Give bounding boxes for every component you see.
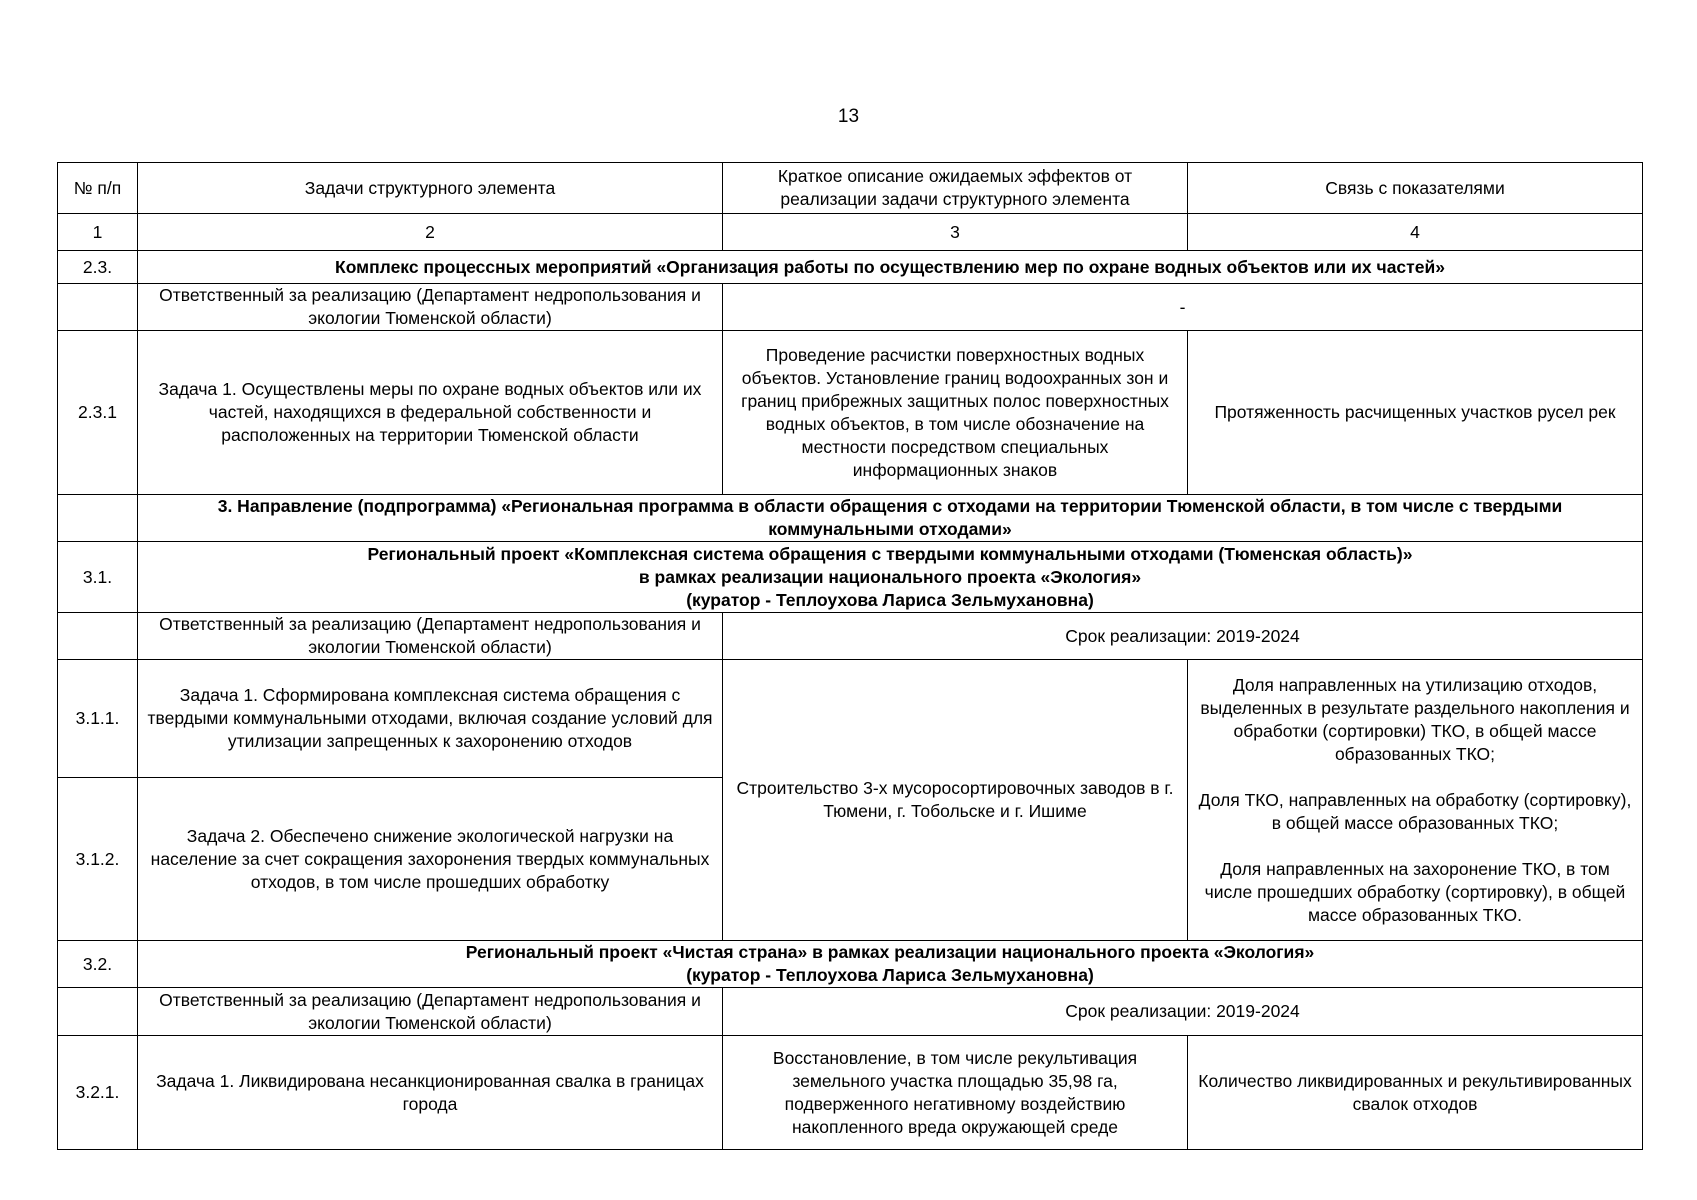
row-number: 3.1.2. [58,778,138,941]
column-number-3: 3 [723,214,1188,251]
responsible-cell: Ответственный за реализацию (Департамент недропользования и экологии Тюменской области) [138,284,723,331]
project-title-line: Региональный проект «Чистая страна» в рамках реализации национального проекта «Экология» [465,942,1315,962]
task-cell: Задача 2. Обеспечено снижение экологической нагрузки на население за счет сокращения захоронения твердых коммунальных отходов, в том числе прошедших обработку [138,778,723,941]
row-number-empty [58,988,138,1036]
table-header-row [58,163,1643,214]
project-title-line: Региональный проект «Комплексная система обращения с твердыми коммунальными отходами (Тюменская область)» [367,543,1413,564]
table-row [58,660,1643,778]
table-row [58,988,1643,1036]
table-row [58,495,1643,542]
table-row [58,251,1643,284]
indicator-cell [1188,660,1643,941]
row-number-empty [58,284,138,331]
column-numbers-row [58,214,1643,251]
table-row [58,331,1643,495]
row-number-empty [58,495,138,542]
structural-elements-table [57,162,1643,1150]
row-number: 2.3.1 [58,331,138,495]
header-tasks: Задачи структурного элемента [138,163,723,214]
implementation-period: Срок реализации: 2019-2024 [723,613,1643,660]
responsible-value: - [723,284,1643,331]
project-curator: (куратор - Теплоухова Лариса Зельмухановна) [686,965,1094,985]
table-row [58,1036,1643,1150]
indicator-item: Доля ТКО, направленных на обработку (сортировку), в общей массе образованных ТКО; [1198,789,1632,833]
task-cell: Задача 1. Сформирована комплексная система обращения с твердыми коммунальными отходами, включая создание условий для утилизации запрещенных к захоронению отходов [138,660,723,778]
table-row [58,284,1643,331]
responsible-cell: Ответственный за реализацию (Департамент недропользования и экологии Тюменской области) [138,988,723,1036]
page-number: 13 [837,106,860,127]
project-title [138,542,1643,613]
indicator-item: Доля направленных на утилизацию отходов, выделенных в результате раздельного накопления и обработки (сортировки) ТКО, в общей массе образованных ТКО; [1200,674,1630,764]
header-indicators: Связь с показателями [1188,163,1643,214]
row-number: 3.1.1. [58,660,138,778]
section-title: Комплекс процессных мероприятий «Организация работы по осуществлению мер по охране водных объектов или их частей» [138,251,1643,284]
project-title-line: в рамках реализации национального проекта «Экология» [638,566,1142,587]
header-number: № п/п [58,163,138,214]
table-row [58,542,1643,613]
task-cell: Задача 1. Осуществлены меры по охране водных объектов или их частей, находящихся в федеральной собственности и расположенных на территории Тюменской области [138,331,723,495]
indicator-cell: Количество ликвидированных и рекультивированных свалок отходов [1188,1036,1643,1150]
effect-cell: Строительство 3-х мусоросортировочных заводов в г. Тюмени, г. Тобольске и г. Ишиме [723,660,1188,941]
project-title [138,941,1643,988]
responsible-cell: Ответственный за реализацию (Департамент недропользования и экологии Тюменской области) [138,613,723,660]
implementation-period: Срок реализации: 2019-2024 [723,988,1643,1036]
task-cell: Задача 1. Ликвидирована несанкционированная свалка в границах города [138,1036,723,1150]
effect-cell: Проведение расчистки поверхностных водных объектов. Установление границ водоохранных зон и границ прибрежных защитных полос поверхностных водных объектов, в том числе обозначение на местности посредством специальных информационных знаков [723,331,1188,495]
table-row [58,613,1643,660]
row-number: 3.2.1. [58,1036,138,1150]
row-number-empty [58,613,138,660]
indicator-item: Доля направленных на захоронение ТКО, в том числе прошедших обработку (сортировку), в общей массе образованных ТКО. [1204,858,1626,925]
header-effects: Краткое описание ожидаемых эффектов от реализации задачи структурного элемента [723,163,1188,214]
column-number-4: 4 [1188,214,1643,251]
table-row [58,941,1643,988]
effect-cell: Восстановление, в том числе рекультивация земельного участка площадью 35,98 га, подверженного негативному воздействию накопленного вреда окружающей среде [723,1036,1188,1150]
row-number: 3.2. [58,941,138,988]
column-number-2: 2 [138,214,723,251]
row-number: 3.1. [58,542,138,613]
indicator-cell: Протяженность расчищенных участков русел рек [1188,331,1643,495]
column-number-1: 1 [58,214,138,251]
row-number: 2.3. [58,251,138,284]
section-title: 3. Направление (подпрограмма) «Региональная программа в области обращения с отходами на территории Тюменской области, в том числе с твердыми коммунальными отходами» [138,495,1643,542]
project-curator: (куратор - Теплоухова Лариса Зельмухановна) [686,589,1094,610]
